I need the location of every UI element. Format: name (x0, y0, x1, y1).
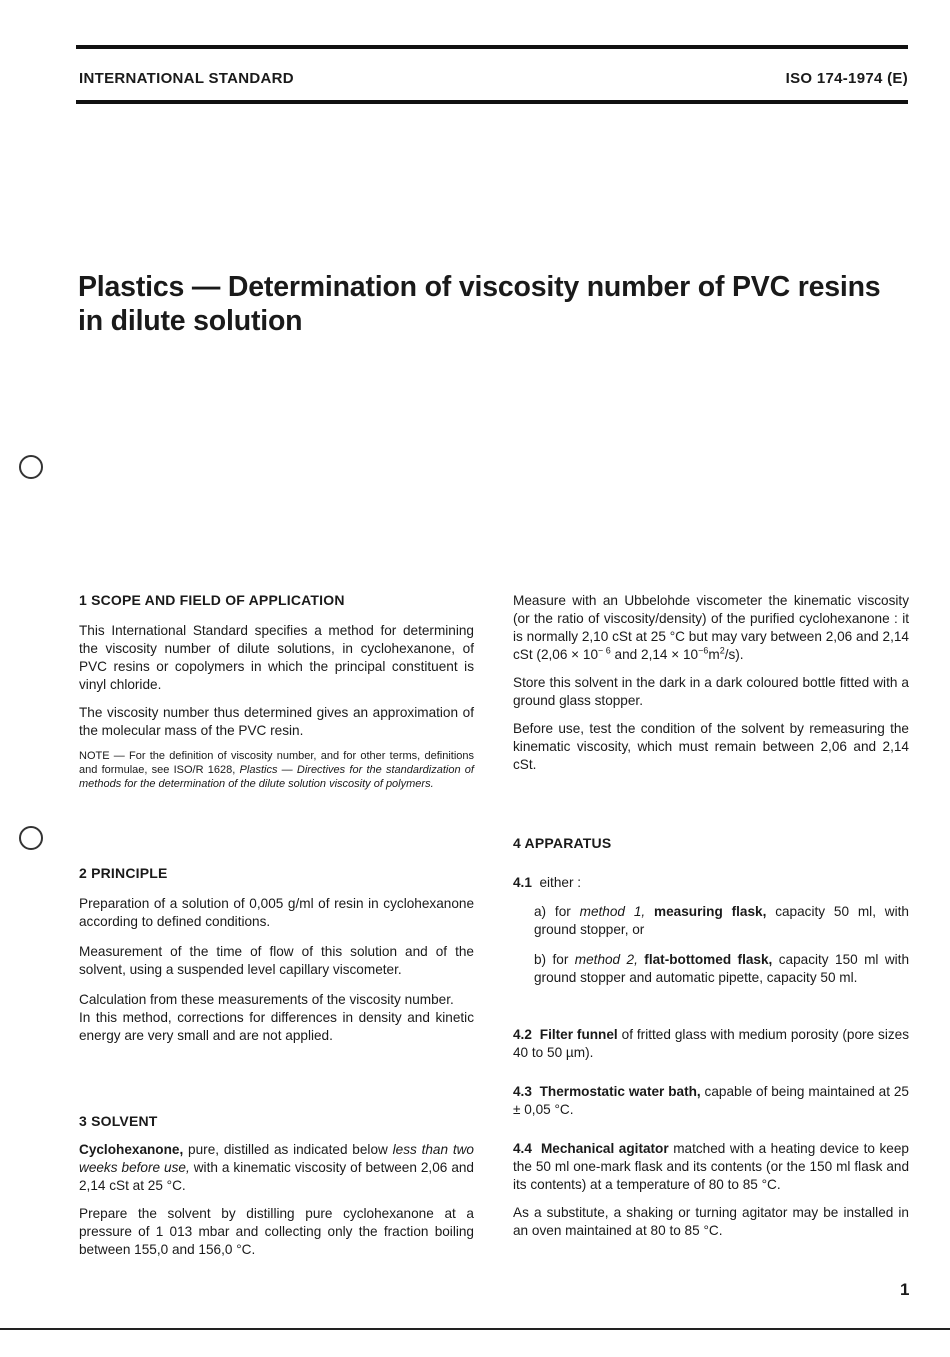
punch-hole-icon (19, 455, 43, 479)
title-line-1: Plastics — Determination of viscosity number of PVC resins (78, 271, 881, 303)
paragraph: Measurement of the time of flow of this solution and of the solvent, using a suspended level capillary viscometer. (79, 944, 474, 977)
document-title (78, 270, 908, 338)
paragraph: The viscosity number thus determined gives an approximation of the molecular mass of the PVC resin. (79, 705, 474, 738)
header-right: ISO 174-1974 (E) (785, 70, 908, 87)
exponent: 2 (719, 645, 725, 656)
paragraph: Before use, test the condition of the solvent by remeasuring the kinematic viscosity, which must remain between 2,06 and 2,14 cSt. (513, 721, 909, 772)
clause-4-4 (513, 1140, 909, 1240)
bottom-rule (0, 1328, 950, 1330)
paragraph (534, 903, 909, 939)
header-rule (76, 100, 908, 104)
bold-term: flat-bottomed flask, (644, 952, 773, 967)
paragraph (513, 1083, 909, 1119)
paragraph (513, 1140, 909, 1194)
page-number: 1 (900, 1280, 910, 1299)
paragraph: Prepare the solvent by distilling pure cyclohexanone at a pressure of 1 013 mbar and collecting only the fraction boiling between 155,0 and 156,0 °C. (79, 1206, 474, 1257)
clause-number: 4.2 (513, 1027, 532, 1042)
text: m (708, 647, 720, 662)
text: capable of being maintained at 25 ± 0,05 °C. (513, 1084, 909, 1117)
item-b (534, 951, 909, 987)
bold-term: Thermostatic water bath, (539, 1084, 701, 1099)
italic-text: method 2, (574, 952, 638, 967)
bold-term: Cyclohexanone, (79, 1142, 184, 1157)
section-3-body (79, 1141, 474, 1259)
top-rule (76, 45, 908, 49)
section-1-body (79, 622, 474, 791)
title-line-2: in dilute solution (78, 305, 303, 337)
clause-number: 4.1 (513, 875, 532, 890)
paragraph (79, 1141, 474, 1195)
text: matched with a heating device to keep the 50 ml one-mark flask and its contents (or the 150 ml flask and its contents) at a temperature of 80 to 85 °C. (513, 1141, 909, 1192)
italic-text: method 1, (579, 904, 646, 919)
bold-term: Filter funnel (539, 1027, 618, 1042)
punch-hole-icon (19, 826, 43, 850)
section-1-heading: 1 SCOPE AND FIELD OF APPLICATION (79, 592, 345, 608)
clause-4-2 (513, 1026, 909, 1062)
note-text: NOTE — For the definition of viscosity number, and for other terms, definitions and formulae, see ISO/R 1628, (79, 750, 474, 776)
paragraph (534, 951, 909, 987)
section-4-heading: 4 APPARATUS (513, 835, 612, 851)
text: capacity 50 ml, with ground stopper, or (534, 904, 909, 937)
paragraph: This International Standard specifies a method for determining the viscosity number of dilute solutions, in cyclohexanone, of PVC resins or copolymers in which the principal constituent is vinyl chloride. (79, 623, 474, 692)
clause-number: 4.4 (513, 1141, 532, 1156)
clause-4-1 (513, 874, 909, 892)
section-2-heading: 2 PRINCIPLE (79, 865, 168, 881)
bold-term: measuring flask, (654, 904, 767, 919)
bold-term: Mechanical agitator (540, 1141, 669, 1156)
paragraph: Store this solvent in the dark in a dark coloured bottle fitted with a ground glass stopper. (513, 675, 909, 708)
note (79, 749, 474, 791)
clause-number: 4.3 (513, 1084, 532, 1099)
paragraph: In this method, corrections for differences in density and kinetic energy are very small and are not applied. (79, 1010, 474, 1043)
text: and 2,14 × 10 (610, 647, 699, 662)
section-2-body (79, 895, 474, 1045)
paragraph (513, 592, 909, 664)
text: with a kinematic viscosity of between 2,06 and 2,14 cSt at 25 °C. (79, 1160, 474, 1193)
item-a (534, 903, 909, 939)
text: either : (539, 875, 582, 890)
clause-4-3 (513, 1083, 909, 1119)
italic-text: less than two weeks before use, (79, 1142, 474, 1175)
text: Measure with an Ubbelohde viscometer the kinematic viscosity (or the ratio of viscosity/density) of the purified cyclohexanone : it is normally 2,10 cSt at 25 °C but may vary between 2,06 and 2,14 cSt (2,06 × 10 (513, 593, 909, 662)
paragraph (513, 1026, 909, 1062)
header-left: INTERNATIONAL STANDARD (79, 70, 294, 87)
text: of fritted glass with medium porosity (pore sizes 40 to 50 µm). (513, 1027, 909, 1060)
text: a) for (534, 904, 571, 919)
text: capacity 150 ml with ground stopper and automatic pipette, capacity 50 ml. (534, 952, 910, 985)
text: b) for (534, 952, 569, 967)
note-italic-text: Plastics — Directives for the standardization of methods for the determination of the dilute solution viscosity of polymers. (79, 764, 474, 790)
text: pure, distilled as indicated below (188, 1142, 388, 1157)
paragraph: Calculation from these measurements of the viscosity number. (79, 992, 454, 1007)
exponent: −6 (698, 645, 709, 656)
text: /s). (724, 647, 744, 662)
solvent-continued (513, 592, 909, 774)
paragraph: As a substitute, a shaking or turning agitator may be installed in an oven maintained at 80 to 85 °C. (513, 1205, 909, 1238)
exponent: − 6 (598, 645, 611, 656)
section-3-heading: 3 SOLVENT (79, 1113, 158, 1129)
paragraph: Preparation of a solution of 0,005 g/ml of resin in cyclohexanone according to defined conditions. (79, 896, 474, 929)
